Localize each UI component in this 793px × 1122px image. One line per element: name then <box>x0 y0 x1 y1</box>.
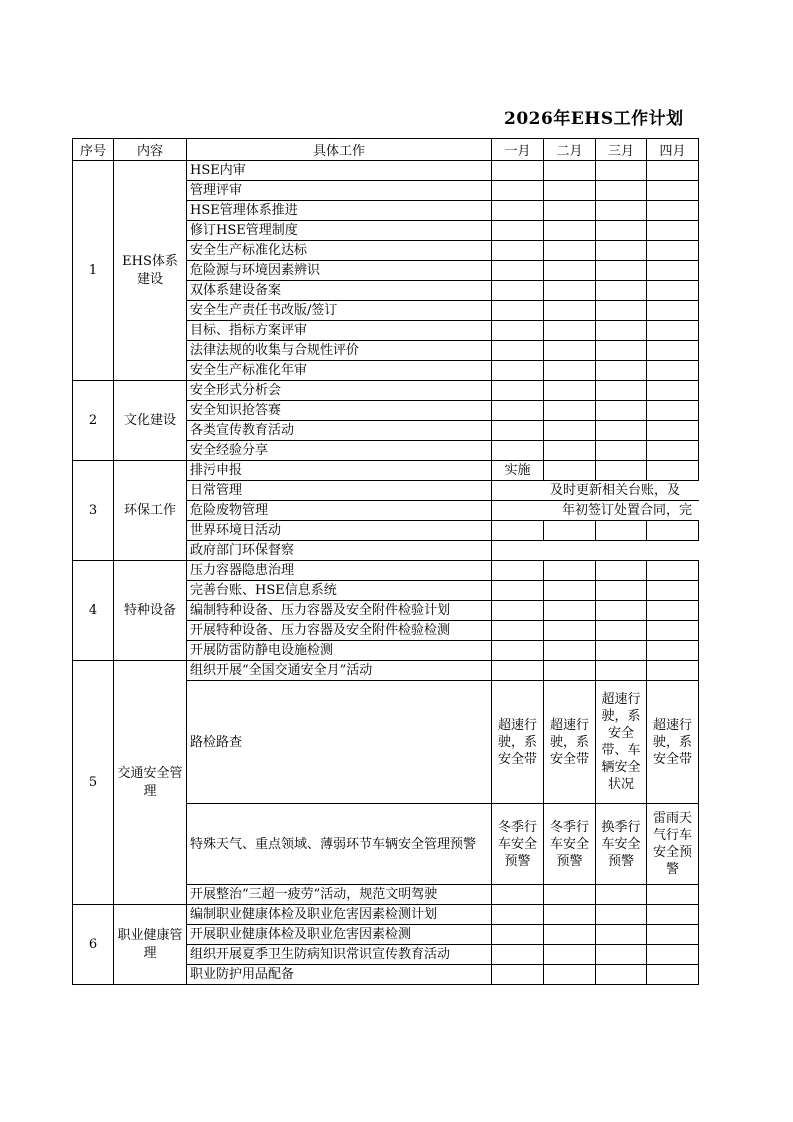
task-cell: 路检路查 <box>187 681 492 804</box>
table-row <box>73 561 700 581</box>
task-cell: 目标、指标方案评审 <box>187 321 492 341</box>
table-row <box>73 381 700 401</box>
task-cell: 安全经验分享 <box>187 441 492 461</box>
weather-warn-m1: 冬季行车安全预警 <box>492 804 544 885</box>
header-m4: 四月 <box>647 139 699 161</box>
task-cell: 安全知识抢答赛 <box>187 401 492 421</box>
road-check-m1: 超速行驶，系安全带 <box>492 681 544 804</box>
emission-m1-cell: 实施 <box>492 461 544 481</box>
task-cell: 编制职业健康体检及职业危害因素检测计划 <box>187 905 492 925</box>
task-cell: 安全生产标准化达标 <box>187 241 492 261</box>
task-cell: 特殊天气、重点领域、薄弱环节车辆安全管理预警 <box>187 804 492 885</box>
group-name: 环保工作 <box>114 461 187 561</box>
task-cell: HSE内审 <box>187 161 492 181</box>
header-m5 <box>699 139 700 161</box>
waste-text: 年初签订处置合同，完 <box>562 503 693 518</box>
task-cell: 政府部门环保督察 <box>187 541 492 561</box>
task-cell: 各类宣传教育活动 <box>187 421 492 441</box>
group-no: 4 <box>73 561 114 661</box>
task-cell: 职业防护用品配备 <box>187 965 492 985</box>
task-cell: 安全形式分析会 <box>187 381 492 401</box>
task-cell: 安全生产标准化年审 <box>187 361 492 381</box>
table-row <box>73 905 700 925</box>
group-name: 文化建设 <box>114 381 187 461</box>
task-cell: 开展特种设备、压力容器及安全附件检验检测 <box>187 621 492 641</box>
task-cell: 双体系建设备案 <box>187 281 492 301</box>
group-name: EHS体系建设 <box>114 161 187 381</box>
group-name: 职业健康管理 <box>114 905 187 985</box>
weather-warn-m3: 换季行车安全预警 <box>596 804 647 885</box>
task-cell: HSE管理体系推进 <box>187 201 492 221</box>
daily-mgmt-span <box>492 481 700 501</box>
weather-warn-m4: 雷雨天气行车安全预警 <box>647 804 699 885</box>
task-cell: 完善台账、HSE信息系统 <box>187 581 492 601</box>
group-no: 5 <box>73 661 114 905</box>
header-row <box>73 139 700 161</box>
task-cell: 组织开展夏季卫生防病知识常识宣传教育活动 <box>187 945 492 965</box>
task-cell: 压力容器隐患治理 <box>187 561 492 581</box>
task-cell: 管理评审 <box>187 181 492 201</box>
table-row <box>73 661 700 681</box>
road-check-m3: 超速行驶，系安全带、车辆安全状况 <box>596 681 647 804</box>
header-m1: 一月 <box>492 139 544 161</box>
page-title: 2026年EHS工作计划 <box>504 109 684 129</box>
plan-table <box>72 138 699 985</box>
header-no: 序号 <box>73 139 114 161</box>
group-no: 3 <box>73 461 114 561</box>
task-cell: 危险源与环境因素辨识 <box>187 261 492 281</box>
group-name: 交通安全管理 <box>114 661 187 905</box>
task-cell: 编制特种设备、压力容器及安全附件检验计划 <box>187 601 492 621</box>
task-cell: 法律法规的收集与合规性评价 <box>187 341 492 361</box>
header-m3: 三月 <box>596 139 647 161</box>
task-cell: 排污申报 <box>187 461 492 481</box>
group-no: 6 <box>73 905 114 985</box>
task-cell: 开展整治“三超一疲劳”活动，规范文明驾驶 <box>187 885 492 905</box>
road-check-m4: 超速行驶，系安全带 <box>647 681 699 804</box>
group-no: 1 <box>73 161 114 381</box>
header-content: 内容 <box>114 139 187 161</box>
table-row <box>73 461 700 481</box>
table-row <box>73 161 700 181</box>
task-cell: 安全生产责任书改版/签订 <box>187 301 492 321</box>
task-cell: 组织开展“全国交通安全月”活动 <box>187 661 492 681</box>
plan-table-wrapper <box>72 138 699 985</box>
group-name: 特种设备 <box>114 561 187 661</box>
task-cell: 世界环境日活动 <box>187 521 492 541</box>
group-no: 2 <box>73 381 114 461</box>
header-task: 具体工作 <box>187 139 492 161</box>
daily-mgmt-text: 及时更新相关台账，及 <box>550 483 681 498</box>
road-check-m2: 超速行驶，系安全带 <box>544 681 596 804</box>
weather-warn-m2: 冬季行车安全预警 <box>544 804 596 885</box>
waste-span <box>492 501 700 521</box>
header-m2: 二月 <box>544 139 596 161</box>
task-cell: 危险废物管理 <box>187 501 492 521</box>
task-cell: 修订HSE管理制度 <box>187 221 492 241</box>
inspection-span <box>492 541 700 561</box>
task-cell: 开展防雷防静电设施检测 <box>187 641 492 661</box>
task-cell: 日常管理 <box>187 481 492 501</box>
task-cell: 开展职业健康体检及职业危害因素检测 <box>187 925 492 945</box>
